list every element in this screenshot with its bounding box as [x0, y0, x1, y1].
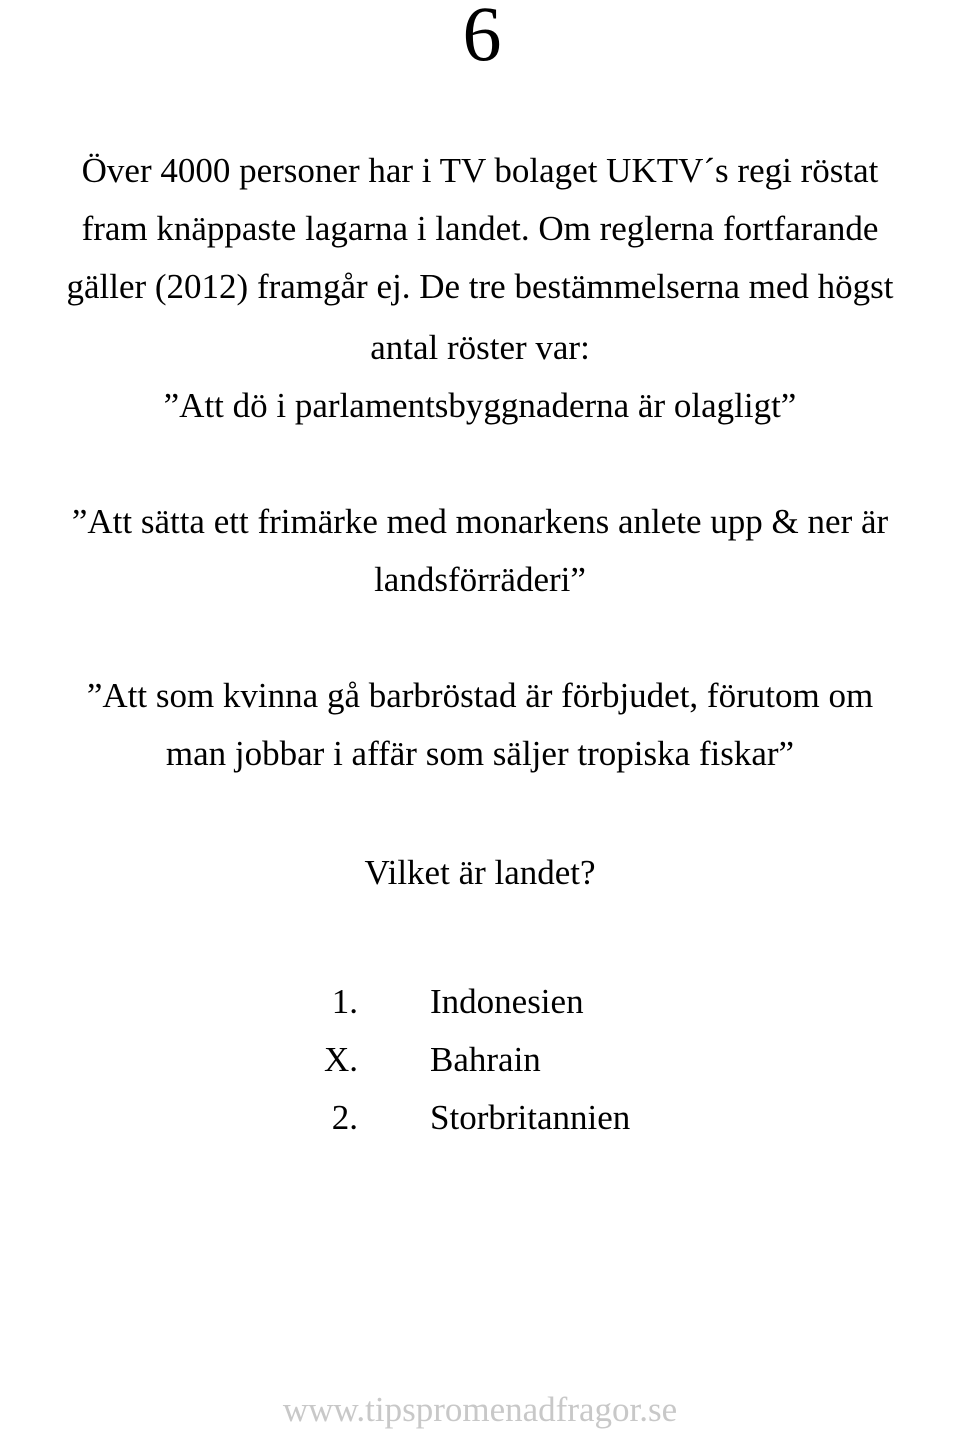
- page-number: 6: [462, 0, 502, 77]
- option-label: Storbritannien: [430, 1098, 631, 1137]
- option-key: X.: [323, 1040, 358, 1079]
- option-label: Bahrain: [430, 1040, 541, 1079]
- intro-line-1: Över 4000 personer har i TV bolaget UKTV´s regi röstat: [81, 151, 879, 190]
- intro-line-3: gäller (2012) framgår ej. De tre bestämmelserna med högst: [66, 267, 894, 306]
- law-1-line-1: ”Att dö i parlamentsbyggnaderna är olagligt”: [163, 386, 797, 425]
- option-1[interactable]: [0, 978, 960, 1026]
- law-3-line-2: man jobbar i affär som säljer tropiska fiskar”: [165, 734, 795, 773]
- law-2-line-2: landsförräderi”: [374, 560, 586, 599]
- question: Vilket är landet?: [364, 853, 596, 892]
- option-key: 1.: [331, 982, 358, 1021]
- option-2[interactable]: [0, 1094, 960, 1142]
- footer-website: www.tipspromenadfragor.se: [282, 1390, 678, 1429]
- option-x[interactable]: [0, 1036, 960, 1084]
- law-3-line-1: ”Att som kvinna gå barbröstad är förbjudet, förutom om: [86, 676, 874, 715]
- option-label: Indonesien: [430, 982, 584, 1021]
- option-key: 2.: [331, 1098, 358, 1137]
- law-2-line-1: ”Att sätta ett frimärke med monarkens anlete upp & ner är: [71, 502, 889, 541]
- intro-line-2: fram knäppaste lagarna i landet. Om reglerna fortfarande: [81, 209, 879, 248]
- intro-line-4: antal röster var:: [370, 328, 590, 367]
